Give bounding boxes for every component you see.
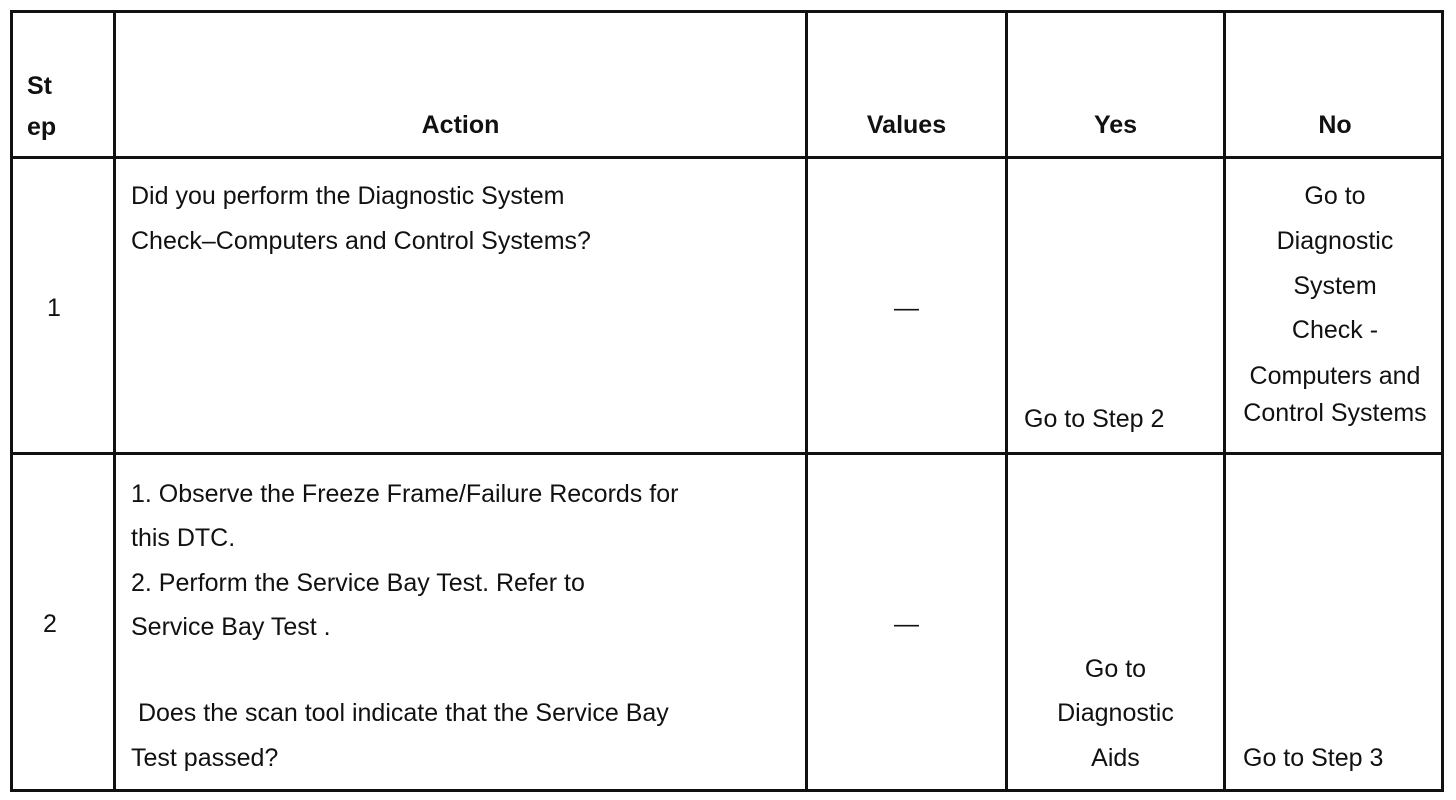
yes-link[interactable]: Go to Step 2 [1024,405,1165,433]
action-line: Does the scan tool indicate that the Service Bay [131,699,669,727]
row-divider [13,452,1441,455]
header-step-line1: St [27,72,52,100]
action-line: Test passed? [131,744,279,772]
action-line: Check–Computers and Control Systems? [131,227,591,255]
action-line: 2. Perform the Service Bay Test. Refer to [131,569,585,597]
header-action: Action [421,111,500,139]
action-line: 1. Observe the Freeze Frame/Failure Records for [131,480,679,508]
no-link[interactable]: Go to Step 3 [1243,744,1384,772]
yes-link-line[interactable]: Aids [1091,744,1140,772]
step-number-1: 1 [47,294,61,322]
header-step-line2: ep [27,113,57,141]
no-link-line[interactable]: Computers and [1249,362,1421,390]
header-values: Values [866,111,947,139]
no-link-line[interactable]: Diagnostic [1276,227,1394,255]
action-line: Service Bay Test . [131,613,331,641]
row-divider [13,156,1441,159]
yes-link-line[interactable]: Diagnostic [1057,699,1174,727]
step-number-2: 2 [43,610,57,638]
yes-link-line[interactable]: Go to [1084,655,1147,683]
no-link-line[interactable]: Go to [1304,182,1366,210]
value-dash: — [894,610,919,638]
action-line: Did you perform the Diagnostic System [131,182,565,210]
action-line: this DTC. [131,524,236,552]
no-link-line[interactable]: System [1293,272,1377,300]
value-dash: — [894,294,919,322]
diagnostic-table [10,10,1444,792]
no-link-line[interactable]: Control Systems [1243,399,1427,427]
header-no: No [1318,111,1352,139]
no-link-line[interactable]: Check - [1291,316,1379,344]
header-yes: Yes [1093,111,1138,139]
